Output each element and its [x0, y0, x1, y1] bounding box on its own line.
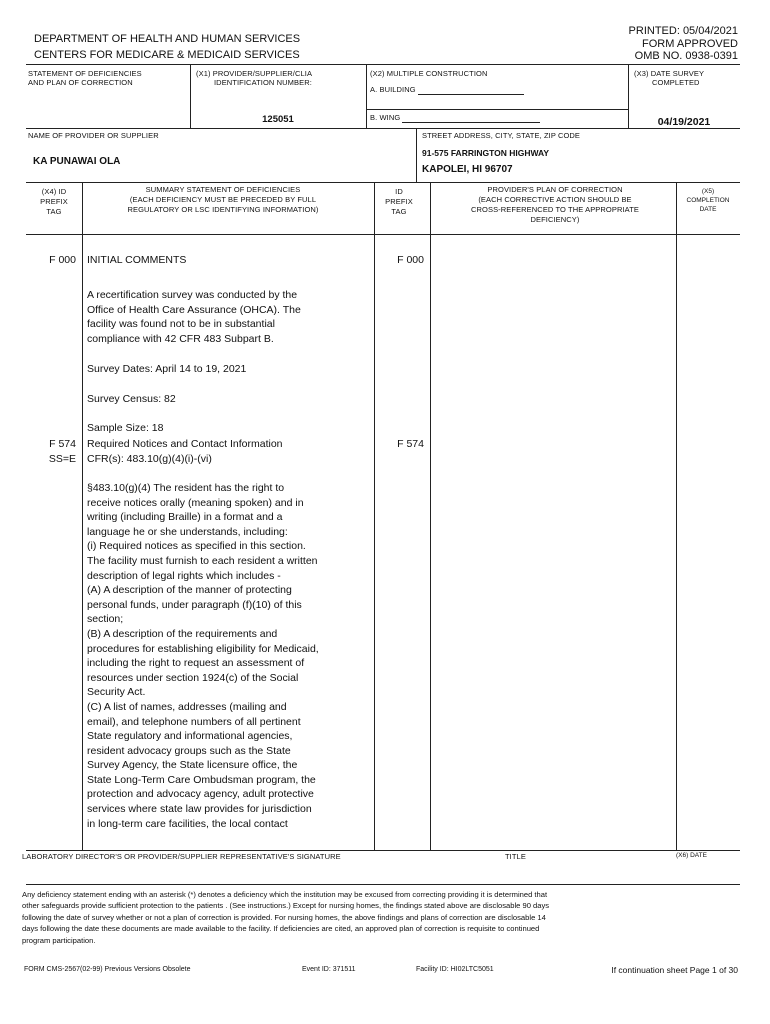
x1-label: IDENTIFICATION NUMBER: — [214, 78, 312, 87]
id-header-line: TAG — [391, 207, 407, 216]
x3-label: (X3) DATE SURVEY — [634, 69, 705, 78]
x5-header — [676, 187, 740, 214]
form-number: FORM CMS-2567(02-99) Previous Versions Obsolete — [24, 966, 191, 973]
building-field — [370, 85, 524, 95]
x2-label: (X2) MULTIPLE CONSTRUCTION — [370, 69, 488, 78]
address-line-2: KAPOLEI, HI 96707 — [422, 164, 513, 175]
id-header-line: PREFIX — [385, 197, 413, 206]
omb-number: OMB NO. 0938-0391 — [634, 50, 738, 62]
plan-header-line: PROVIDER'S PLAN OF CORRECTION — [487, 185, 623, 194]
tag-prefix: F 574 — [49, 438, 76, 450]
survey-census: Survey Census: 82 — [87, 393, 176, 405]
column-divider — [676, 182, 677, 850]
rule — [26, 234, 740, 235]
x5-header-line: COMPLETION — [686, 197, 730, 204]
id-prefix-tag: F 574 — [397, 438, 424, 450]
x1-label: (X1) PROVIDER/SUPPLIER/CLIA — [196, 69, 313, 78]
department-name: DEPARTMENT OF HEALTH AND HUMAN SERVICES — [34, 33, 301, 45]
rule — [26, 182, 740, 183]
x4-header-line: TAG — [46, 207, 62, 216]
x6-date-label: (X6) DATE — [676, 852, 707, 859]
survey-completed-date: 04/19/2021 — [657, 116, 711, 128]
sample-size: Sample Size: 18 — [87, 422, 164, 434]
plan-header-line: DEFICIENCY) — [530, 215, 580, 224]
rule — [366, 64, 367, 128]
signature-label: LABORATORY DIRECTOR'S OR PROVIDER/SUPPLIER REPRESENTATIVE'S SIGNATURE — [22, 852, 341, 861]
entry-title: Required Notices and Contact Information — [87, 438, 283, 450]
plan-header — [434, 185, 676, 225]
address-line-1: 91-575 FARRINGTON HIGHWAY — [422, 148, 550, 158]
wing-field — [370, 113, 540, 123]
summary-header-line: (EACH DEFICIENCY MUST BE PRECEDED BY FULL — [129, 195, 317, 204]
cfr-citation: CFR(s): 483.10(g)(4)(i)-(vi) — [87, 453, 212, 465]
x3-label: COMPLETED — [652, 78, 700, 87]
rule — [416, 128, 417, 182]
provider-label: NAME OF PROVIDER OR SUPPLIER — [28, 131, 159, 140]
x5-header-line: DATE — [699, 206, 717, 213]
rule — [26, 884, 740, 885]
id-header-line: ID — [395, 187, 403, 196]
summary-header-line: REGULATORY OR LSC IDENTIFYING INFORMATION) — [127, 205, 319, 214]
wing-label: B. WING — [370, 113, 401, 122]
summary-header — [82, 185, 364, 215]
summary-header-line: SUMMARY STATEMENT OF DEFICIENCIES — [145, 185, 301, 194]
x4-header-line: (X4) ID — [41, 187, 67, 196]
building-blank — [418, 85, 524, 95]
rule — [366, 109, 628, 110]
statement-label: STATEMENT OF DEFICIENCIES — [28, 69, 142, 78]
facility-id: Facility ID: HI02LTC5051 — [416, 966, 494, 973]
rule — [26, 128, 740, 129]
scope-severity: SS=E — [48, 453, 76, 465]
column-divider — [430, 182, 431, 850]
continuation-page: If continuation sheet Page 1 of 30 — [611, 965, 738, 975]
rule — [26, 64, 740, 65]
address-label: STREET ADDRESS, CITY, STATE, ZIP CODE — [422, 131, 581, 140]
provider-name: KA PUNAWAI OLA — [33, 156, 121, 167]
regulation-text: §483.10(g)(4) The resident has the right to receive notices orally (meaning spoken) and in writing (including Braille) in a format and a language he or she understands, including: (i) Required notices as specified in this section. The facility must furnish to each resident a written description of legal rights which includes - (A) A description of the manner of protecting personal funds, under paragraph (f)(10) of this section; (B) A description of the requirements and procedures for establishing eligibility for Medicaid, including the right to request an assessment of resources under section 1924(c) of the Social Security Act. (C) A list of names, addresses (mailing and email), and telephone numbers of all pertinent State regulatory and informational agencies, resident advocacy groups such as the State Survey Agency, the State licensure office, the State Long-Term Care Ombudsman program, the protection and advocacy agency, adult protective services where state law provides for jurisdiction in long-term care facilities, the local contact — [87, 482, 319, 830]
statement-label: AND PLAN OF CORRECTION — [28, 78, 133, 87]
wing-blank — [402, 113, 540, 123]
tag-prefix: F 000 — [49, 254, 76, 266]
id-header — [374, 187, 424, 217]
rule — [26, 850, 740, 851]
building-label: A. BUILDING — [370, 85, 416, 94]
x4-header-line: PREFIX — [40, 197, 68, 206]
x4-header — [26, 187, 82, 217]
column-divider — [82, 182, 83, 850]
id-prefix-tag: F 000 — [397, 254, 424, 266]
event-id: Event ID: 371511 — [302, 966, 356, 973]
provider-id-number: 125051 — [262, 114, 294, 125]
title-label: TITLE — [505, 852, 526, 861]
survey-paragraph: A recertification survey was conducted by the Office of Health Care Assurance (OHCA). The facility was found not to be in substantial compliance with 42 CFR 483 Subpart B. — [87, 289, 301, 345]
agency-name: CENTERS FOR MEDICARE & MEDICAID SERVICES — [34, 49, 300, 61]
plan-header-line: CROSS-REFERENCED TO THE APPROPRIATE — [471, 205, 639, 214]
printed-date: PRINTED: 05/04/2021 — [628, 25, 738, 37]
x5-header-line: (X5) — [701, 188, 715, 195]
form-approved: FORM APPROVED — [642, 38, 738, 50]
entry-title: INITIAL COMMENTS — [87, 254, 187, 266]
column-divider — [374, 182, 375, 850]
plan-header-line: (EACH CORRECTIVE ACTION SHOULD BE — [478, 195, 632, 204]
survey-dates: Survey Dates: April 14 to 19, 2021 — [87, 363, 247, 375]
disclaimer-text: Any deficiency statement ending with an asterisk (*) denotes a deficiency which the institution may be excused from correcting providing it is determined that other safeguards provide sufficient protection to the patients . (See instructions.) Except for nursing homes, the findings stated above are disclosable 90 days following the date of survey whether or not a plan of correction is provided. For nursing homes, the above findings and plans of correction are disclosable 14 days following the date these documents are made available to the facility. If deficiencies are cited, an approved plan of correction is requisite to continued program participation. — [22, 890, 550, 945]
